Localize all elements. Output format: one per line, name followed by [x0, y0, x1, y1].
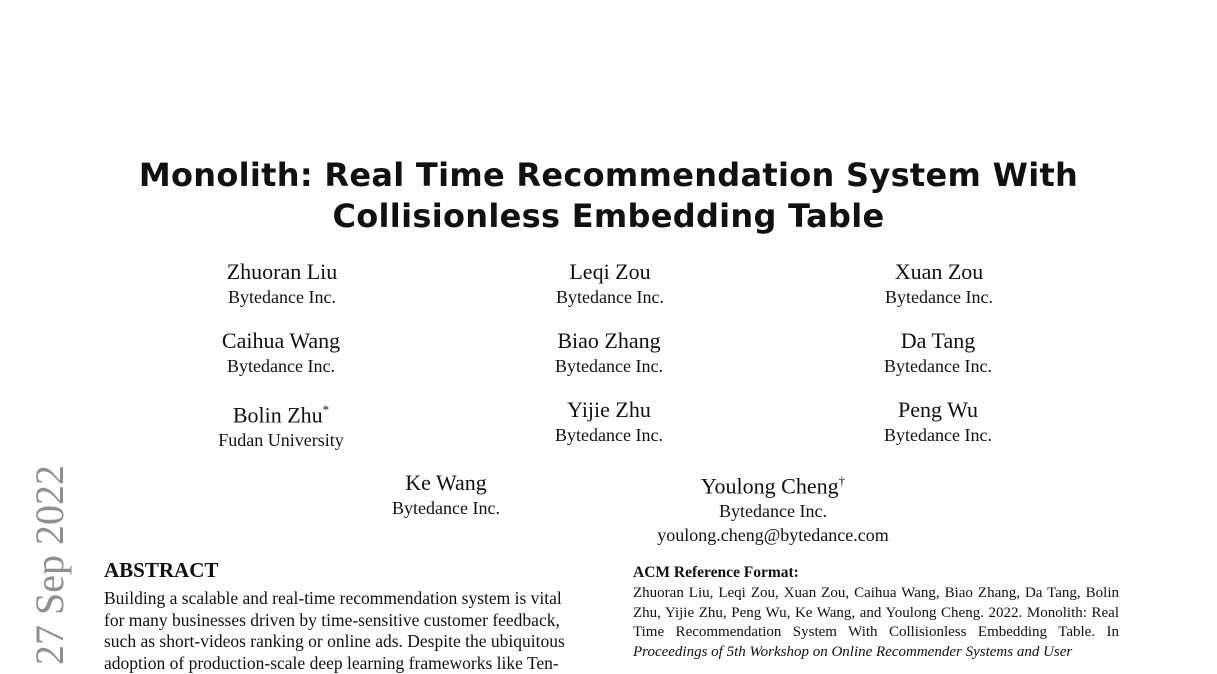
author-email[interactable]: youlong.cheng@bytedance.com: [623, 523, 923, 547]
author-block: [460, 259, 760, 309]
author-name-text: Bolin Zhu: [233, 402, 323, 427]
author-block: [459, 397, 759, 447]
author-block: [131, 397, 431, 452]
author-block: [459, 328, 759, 378]
author-block: [788, 397, 1088, 447]
abstract-heading: ABSTRACT: [104, 558, 218, 583]
author-block: [623, 468, 923, 547]
author-name: Xuan Zou: [789, 259, 1089, 285]
author-block: [132, 259, 432, 309]
arxiv-stamp-text: 27 Sep 2022: [30, 465, 70, 665]
author-name: Caihua Wang: [131, 328, 431, 354]
acm-reference-text: [633, 584, 1119, 663]
author-name: Ke Wang: [296, 470, 596, 496]
abstract-line: such as short-videos ranking or online ads. Despite the ubiquitous: [104, 631, 590, 653]
author-block: [788, 328, 1088, 378]
abstract-body: [104, 588, 590, 674]
author-affiliation: Bytedance Inc.: [296, 496, 596, 520]
acm-reference-venue: Proceedings of 5th Workshop on Online Recommender Systems and User: [633, 644, 1072, 660]
author-affiliation: Bytedance Inc.: [460, 285, 760, 309]
abstract-line: for many businesses driven by time-sensitive customer feedback,: [104, 610, 590, 632]
author-name: Leqi Zou: [460, 259, 760, 285]
title-line-1: Monolith: Real Time Recommendation System With: [0, 155, 1217, 196]
acm-reference-heading: ACM Reference Format:: [633, 564, 799, 582]
author-name-text: Youlong Cheng: [701, 473, 839, 498]
author-footnote-mark: †: [839, 473, 846, 488]
author-affiliation: Bytedance Inc.: [788, 423, 1088, 447]
author-name: [131, 397, 431, 428]
author-footnote-mark: *: [323, 402, 330, 417]
author-block: [296, 470, 596, 520]
title-line-2: Collisionless Embedding Table: [0, 196, 1217, 237]
author-name: Zhuoran Liu: [132, 259, 432, 285]
author-affiliation: Bytedance Inc.: [788, 354, 1088, 378]
arxiv-date-stamp: [30, 405, 70, 665]
author-affiliation: Bytedance Inc.: [132, 285, 432, 309]
author-name: Peng Wu: [788, 397, 1088, 423]
acm-reference-body: Zhuoran Liu, Leqi Zou, Xuan Zou, Caihua Wang, Biao Zhang, Da Tang, Bolin Zhu, Yijie Zhu, Peng Wu, Ke Wang, and Youlong Cheng. 2022. Monolith: Real Time Recommendation System With Collisionless Embedding Table. In: [633, 585, 1119, 640]
author-block: [131, 328, 431, 378]
author-name: Yijie Zhu: [459, 397, 759, 423]
author-affiliation: Bytedance Inc.: [623, 499, 923, 523]
abstract-line: adoption of production-scale deep learning frameworks like Ten-: [104, 653, 590, 674]
paper-title: [0, 155, 1217, 237]
author-name: Biao Zhang: [459, 328, 759, 354]
abstract-line: Building a scalable and real-time recommendation system is vital: [104, 588, 590, 610]
author-affiliation: Fudan University: [131, 428, 431, 452]
author-name: [623, 468, 923, 499]
author-name: Da Tang: [788, 328, 1088, 354]
author-block: [789, 259, 1089, 309]
author-affiliation: Bytedance Inc.: [131, 354, 431, 378]
author-affiliation: Bytedance Inc.: [459, 354, 759, 378]
author-affiliation: Bytedance Inc.: [459, 423, 759, 447]
author-affiliation: Bytedance Inc.: [789, 285, 1089, 309]
